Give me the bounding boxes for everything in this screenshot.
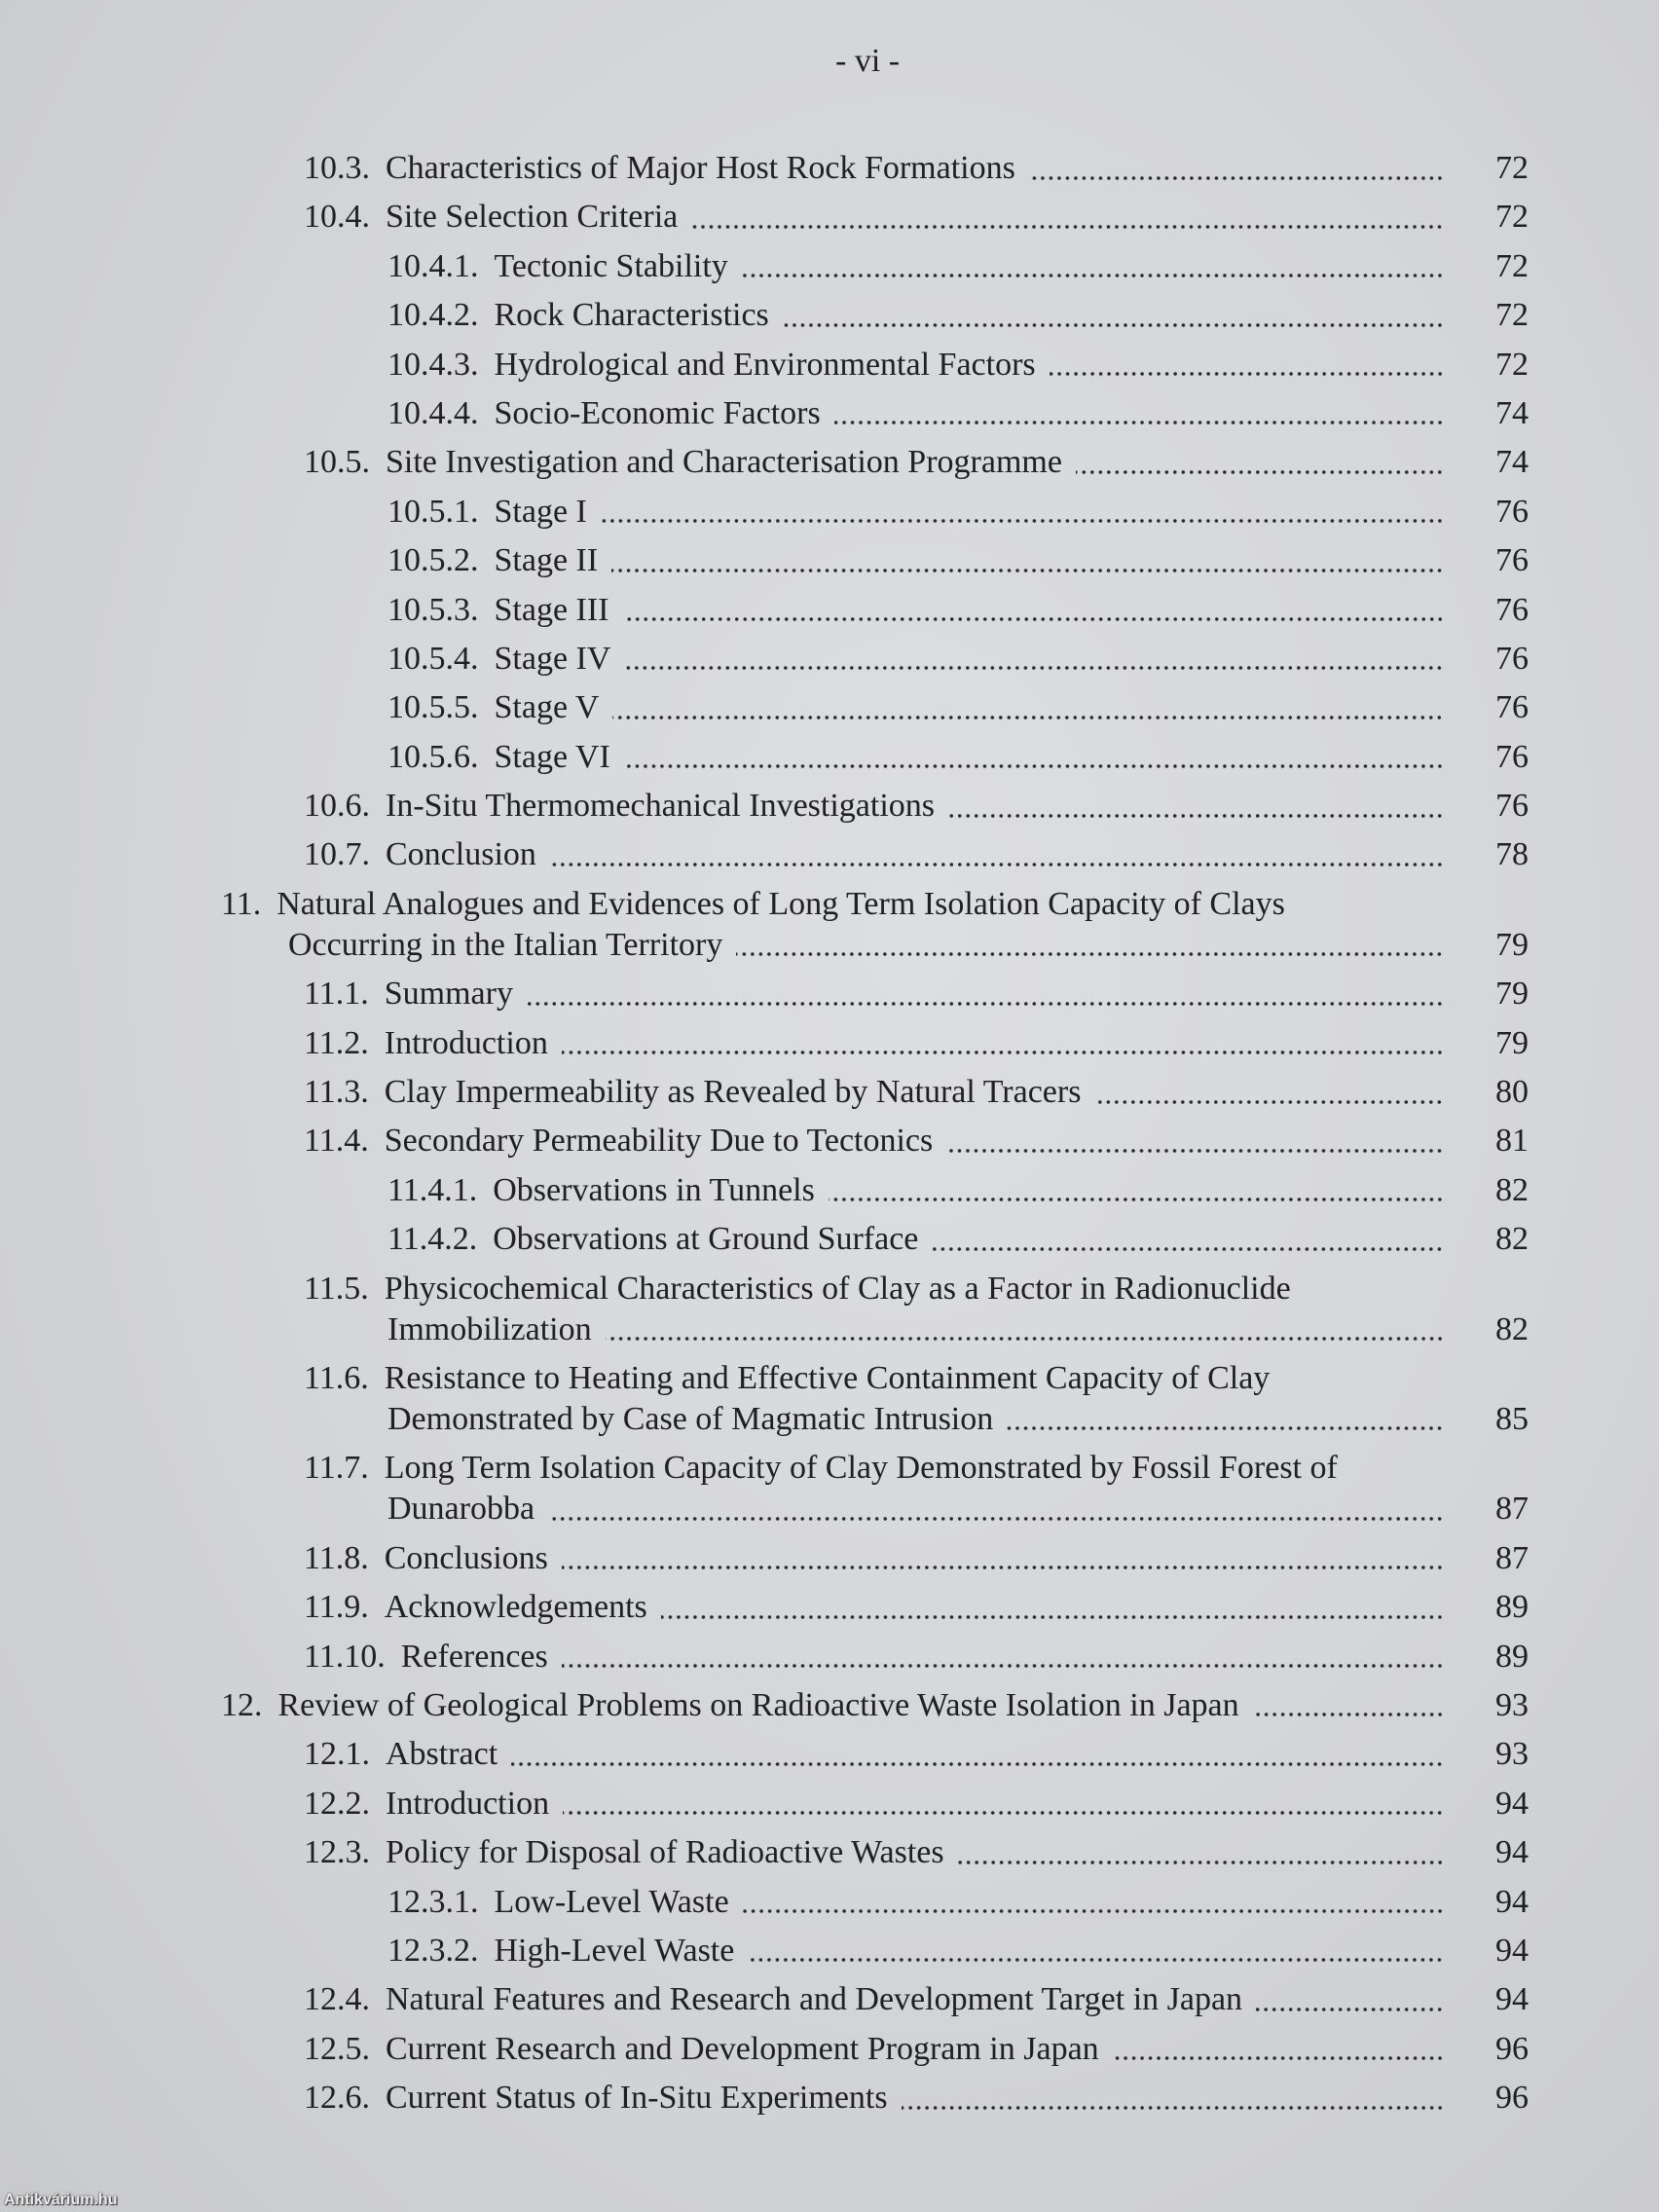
section-number: 11.4. bbox=[304, 1123, 369, 1160]
section-title: In-Situ Thermomechanical Investigations bbox=[386, 788, 936, 825]
toc-entry bbox=[0, 639, 1659, 680]
toc-entry bbox=[0, 1121, 1659, 1161]
dot-leader bbox=[736, 925, 1444, 966]
section-title: Stage I bbox=[494, 493, 587, 530]
dot-leader bbox=[601, 492, 1444, 533]
toc-entry-line bbox=[0, 2029, 1444, 2070]
toc-entry bbox=[0, 1269, 1659, 1350]
section-title: Stage III bbox=[494, 591, 609, 628]
page-number: 76 bbox=[1495, 788, 1529, 825]
page-number: 74 bbox=[1495, 444, 1529, 481]
section-number: 12.2. bbox=[304, 1785, 370, 1822]
section-number: 12.1. bbox=[304, 1736, 370, 1773]
section-title: Characteristics of Major Host Rock Formations bbox=[386, 150, 1015, 186]
dot-leader bbox=[562, 1023, 1444, 1064]
page-number: 81 bbox=[1495, 1123, 1529, 1160]
section-title: Stage II bbox=[494, 542, 599, 579]
dot-leader bbox=[748, 1931, 1444, 1972]
toc-entry-line bbox=[0, 1448, 1444, 1489]
toc-entry-line bbox=[0, 1489, 1444, 1530]
toc-entry-line bbox=[0, 345, 1444, 386]
dot-leader bbox=[1253, 1685, 1444, 1726]
toc-entry-line bbox=[0, 1931, 1444, 1972]
section-title: Hydrological and Environmental Factors bbox=[494, 346, 1036, 383]
dot-leader bbox=[1076, 442, 1444, 483]
section-title: Immobilization bbox=[387, 1310, 592, 1347]
toc-entry-line bbox=[0, 1269, 1444, 1309]
section-title: Conclusions bbox=[384, 1539, 548, 1576]
section-number: 10.7. bbox=[304, 836, 370, 873]
toc-entry-line bbox=[0, 540, 1444, 581]
dot-leader bbox=[1050, 345, 1444, 386]
page-number: 74 bbox=[1495, 394, 1529, 431]
page-number: 76 bbox=[1495, 542, 1529, 579]
page-number: 79 bbox=[1495, 926, 1529, 963]
section-title: Observations at Ground Surface bbox=[493, 1221, 919, 1258]
toc-entry bbox=[0, 1882, 1659, 1923]
toc-entry bbox=[0, 345, 1659, 386]
section-number: 12.3.2. bbox=[387, 1932, 479, 1969]
dot-leader bbox=[562, 1538, 1444, 1579]
toc-entry bbox=[0, 1832, 1659, 1873]
section-title: Site Selection Criteria bbox=[386, 199, 679, 236]
toc-entry-line bbox=[0, 148, 1444, 189]
page-number: 94 bbox=[1495, 1883, 1529, 1920]
toc-entry-line bbox=[0, 1399, 1444, 1440]
toc-entry-line bbox=[0, 197, 1444, 238]
section-number: 12.4. bbox=[304, 1981, 370, 2018]
section-number: 11.4.1. bbox=[387, 1171, 478, 1208]
dot-leader bbox=[606, 1309, 1444, 1350]
dot-leader bbox=[743, 1882, 1444, 1923]
section-number: 11.5. bbox=[304, 1270, 369, 1307]
section-title: Dunarobba bbox=[387, 1491, 535, 1528]
toc-entry bbox=[0, 786, 1659, 827]
toc-entry bbox=[0, 1538, 1659, 1579]
page-label: - vi - bbox=[835, 43, 901, 79]
page-number: 94 bbox=[1495, 1981, 1529, 2018]
toc-entry bbox=[0, 590, 1659, 631]
section-number: 10.4.2. bbox=[387, 297, 479, 334]
toc-entry bbox=[0, 1023, 1659, 1064]
toc-entry-line bbox=[0, 492, 1444, 533]
dot-leader bbox=[562, 1637, 1444, 1677]
toc-entry bbox=[0, 492, 1659, 533]
page-number: 82 bbox=[1495, 1310, 1529, 1347]
page-number: 72 bbox=[1495, 297, 1529, 334]
page-number: 79 bbox=[1495, 1024, 1529, 1061]
toc-entry bbox=[0, 393, 1659, 434]
section-number: 11.9. bbox=[304, 1589, 369, 1626]
toc-entry-line bbox=[0, 442, 1444, 483]
page-number: 85 bbox=[1495, 1400, 1529, 1437]
toc-entry-line bbox=[0, 1023, 1444, 1064]
section-title: Tectonic Stability bbox=[494, 247, 728, 284]
toc-entry-line bbox=[0, 1832, 1444, 1873]
page-number: 94 bbox=[1495, 1785, 1529, 1822]
section-number: 12.5. bbox=[304, 2030, 370, 2067]
toc-entry bbox=[0, 884, 1659, 966]
dot-leader bbox=[948, 786, 1444, 827]
dot-leader bbox=[1094, 1072, 1444, 1113]
page-number: 96 bbox=[1495, 2030, 1529, 2067]
section-number: 11.8. bbox=[304, 1539, 369, 1576]
toc-entry bbox=[0, 2029, 1659, 2070]
page-number: 96 bbox=[1495, 2080, 1529, 2117]
dot-leader bbox=[946, 1121, 1444, 1161]
dot-leader bbox=[624, 737, 1444, 778]
dot-leader bbox=[1007, 1399, 1444, 1440]
toc-entry-line bbox=[0, 1685, 1444, 1726]
toc-entry-line bbox=[0, 295, 1444, 336]
table-of-contents bbox=[0, 148, 1659, 2126]
section-number: 10.5.3. bbox=[387, 591, 479, 628]
section-title: References bbox=[400, 1638, 548, 1675]
page-number: 82 bbox=[1495, 1171, 1529, 1208]
toc-entry-line bbox=[0, 1358, 1444, 1399]
section-title: Low-Level Waste bbox=[494, 1883, 729, 1920]
toc-entry bbox=[0, 540, 1659, 581]
section-title: Rock Characteristics bbox=[494, 297, 769, 334]
dot-leader bbox=[623, 590, 1444, 631]
dot-leader bbox=[1256, 1979, 1444, 2020]
toc-entry bbox=[0, 687, 1659, 728]
toc-entry-line bbox=[0, 786, 1444, 827]
toc-entry bbox=[0, 442, 1659, 483]
section-title: Long Term Isolation Capacity of Clay Demonstrated by Fossil Forest of bbox=[384, 1450, 1338, 1487]
toc-entry-line bbox=[0, 1784, 1444, 1825]
dot-leader bbox=[742, 246, 1444, 287]
toc-entry-line bbox=[0, 393, 1444, 434]
section-number: 10.4. bbox=[304, 199, 370, 236]
toc-entry-line bbox=[0, 1538, 1444, 1579]
section-number: 11.6. bbox=[304, 1359, 369, 1396]
section-number: 11.7. bbox=[304, 1450, 369, 1487]
section-title: Site Investigation and Characterisation Programme bbox=[386, 444, 1062, 481]
section-title: Clay Impermeability as Revealed by Natural Tracers bbox=[384, 1074, 1082, 1111]
toc-entry bbox=[0, 295, 1659, 336]
section-number: 10.4.1. bbox=[387, 247, 479, 284]
dot-leader bbox=[958, 1832, 1444, 1873]
toc-entry bbox=[0, 1219, 1659, 1260]
dot-leader bbox=[612, 687, 1444, 728]
section-title: Acknowledgements bbox=[384, 1589, 647, 1626]
toc-entry bbox=[0, 1979, 1659, 2020]
section-number: 10.5.4. bbox=[387, 640, 479, 677]
page-number: 72 bbox=[1495, 247, 1529, 284]
section-title: Current Status of In-Situ Experiments bbox=[386, 2080, 888, 2117]
toc-entry-line bbox=[0, 1587, 1444, 1628]
toc-entry-line bbox=[0, 1219, 1444, 1260]
toc-entry-line bbox=[0, 1979, 1444, 2020]
dot-leader bbox=[511, 1734, 1444, 1775]
section-title: Stage IV bbox=[494, 640, 611, 677]
dot-leader bbox=[563, 1784, 1444, 1825]
toc-entry bbox=[0, 2078, 1659, 2119]
section-number: 11.1. bbox=[304, 976, 369, 1013]
section-number: 10.6. bbox=[304, 788, 370, 825]
section-title: Review of Geological Problems on Radioactive Waste Isolation in Japan bbox=[277, 1686, 1239, 1723]
dot-leader bbox=[1029, 148, 1444, 189]
section-title: Physicochemical Characteristics of Clay as a Factor in Radionuclide bbox=[384, 1270, 1291, 1307]
section-title: Observations in Tunnels bbox=[493, 1171, 815, 1208]
dot-leader bbox=[829, 1170, 1444, 1211]
section-number: 10.5.1. bbox=[387, 493, 479, 530]
section-number: 10.4.3. bbox=[387, 346, 479, 383]
toc-entry bbox=[0, 1784, 1659, 1825]
section-number: 11.4.2. bbox=[387, 1221, 478, 1258]
section-title: Introduction bbox=[384, 1024, 548, 1061]
toc-entry bbox=[0, 834, 1659, 875]
section-title: Introduction bbox=[386, 1785, 550, 1822]
dot-leader bbox=[611, 540, 1444, 581]
toc-entry-line bbox=[0, 925, 1444, 966]
toc-entry bbox=[0, 1170, 1659, 1211]
section-title: Secondary Permeability Due to Tectonics bbox=[384, 1123, 934, 1160]
page-number: 72 bbox=[1495, 346, 1529, 383]
toc-entry-line bbox=[0, 246, 1444, 287]
dot-leader bbox=[932, 1219, 1444, 1260]
section-number: 11.3. bbox=[304, 1074, 369, 1111]
toc-entry bbox=[0, 1931, 1659, 1972]
toc-entry bbox=[0, 197, 1659, 238]
toc-entry bbox=[0, 737, 1659, 778]
section-number: 10.4.4. bbox=[387, 394, 479, 431]
section-title: Demonstrated by Case of Magmatic Intrusion bbox=[387, 1400, 994, 1437]
section-number: 10.3. bbox=[304, 150, 370, 186]
page-number: 72 bbox=[1495, 150, 1529, 186]
toc-entry-line bbox=[0, 1121, 1444, 1161]
section-number: 12.6. bbox=[304, 2080, 370, 2117]
toc-entry bbox=[0, 1637, 1659, 1677]
dot-leader bbox=[548, 1489, 1444, 1530]
section-title: Abstract bbox=[386, 1736, 498, 1773]
toc-entry-line bbox=[0, 687, 1444, 728]
toc-entry-line bbox=[0, 1637, 1444, 1677]
page-number: 76 bbox=[1495, 689, 1529, 726]
page-number: 79 bbox=[1495, 976, 1529, 1013]
page-number: 93 bbox=[1495, 1736, 1529, 1773]
dot-leader bbox=[691, 197, 1444, 238]
dot-leader bbox=[550, 834, 1444, 875]
section-number: 12.3. bbox=[304, 1834, 370, 1871]
toc-entry bbox=[0, 1358, 1659, 1440]
page-number: 89 bbox=[1495, 1589, 1529, 1626]
section-number: 10.5.2. bbox=[387, 542, 479, 579]
toc-entry-line bbox=[0, 2078, 1444, 2119]
section-title: High-Level Waste bbox=[494, 1932, 735, 1969]
toc-entry bbox=[0, 1587, 1659, 1628]
toc-entry bbox=[0, 1685, 1659, 1726]
toc-entry bbox=[0, 1448, 1659, 1530]
page-number: 76 bbox=[1495, 738, 1529, 775]
dot-leader bbox=[902, 2078, 1444, 2119]
section-title: Summary bbox=[384, 976, 513, 1013]
section-number: 12.3.1. bbox=[387, 1883, 479, 1920]
page-number: 76 bbox=[1495, 493, 1529, 530]
page-number: 87 bbox=[1495, 1491, 1529, 1528]
toc-entry bbox=[0, 246, 1659, 287]
page-number: 94 bbox=[1495, 1834, 1529, 1871]
dot-leader bbox=[624, 639, 1444, 680]
section-title: Natural Features and Research and Development Target in Japan bbox=[386, 1981, 1243, 2018]
toc-entry-line bbox=[0, 737, 1444, 778]
toc-entry-line bbox=[0, 884, 1444, 925]
dot-leader bbox=[834, 393, 1444, 434]
page-number: 94 bbox=[1495, 1932, 1529, 1969]
section-title: Natural Analogues and Evidences of Long Term Isolation Capacity of Clays bbox=[276, 885, 1285, 922]
section-title: Policy for Disposal of Radioactive Wastes bbox=[386, 1834, 944, 1871]
section-number: 10.5.6. bbox=[387, 738, 479, 775]
section-number: 12. bbox=[221, 1686, 263, 1723]
toc-entry-line bbox=[0, 1170, 1444, 1211]
toc-entry bbox=[0, 1072, 1659, 1113]
section-title: Occurring in the Italian Territory bbox=[288, 926, 723, 963]
toc-entry-line bbox=[0, 1882, 1444, 1923]
section-title: Current Research and Development Program in Japan bbox=[386, 2030, 1099, 2067]
toc-entry-line bbox=[0, 1072, 1444, 1113]
section-number: 11.2. bbox=[304, 1024, 369, 1061]
toc-entry-line bbox=[0, 834, 1444, 875]
toc-entry-line bbox=[0, 639, 1444, 680]
toc-entry-line bbox=[0, 590, 1444, 631]
toc-entry bbox=[0, 974, 1659, 1014]
dot-leader bbox=[661, 1587, 1444, 1628]
page-number: 72 bbox=[1495, 199, 1529, 236]
dot-leader bbox=[783, 295, 1444, 336]
section-number: 10.5.5. bbox=[387, 689, 479, 726]
dot-leader bbox=[1113, 2029, 1444, 2070]
page-number: 76 bbox=[1495, 640, 1529, 677]
toc-entry-line bbox=[0, 974, 1444, 1014]
dot-leader bbox=[527, 974, 1444, 1014]
section-number: 11. bbox=[221, 885, 262, 922]
section-title: Resistance to Heating and Effective Containment Capacity of Clay bbox=[384, 1359, 1271, 1396]
section-title: Conclusion bbox=[386, 836, 536, 873]
page-number: 89 bbox=[1495, 1638, 1529, 1675]
section-number: 11.10. bbox=[304, 1638, 386, 1675]
toc-entry-line bbox=[0, 1309, 1444, 1350]
page-number: 87 bbox=[1495, 1539, 1529, 1576]
section-title: Stage V bbox=[494, 689, 600, 726]
toc-entry bbox=[0, 1734, 1659, 1775]
section-title: Socio-Economic Factors bbox=[494, 394, 821, 431]
page-number: 93 bbox=[1495, 1686, 1529, 1723]
toc-entry-line bbox=[0, 1734, 1444, 1775]
toc-entry bbox=[0, 148, 1659, 189]
page-number: 82 bbox=[1495, 1221, 1529, 1258]
page-number: 78 bbox=[1495, 836, 1529, 873]
watermark: Antikvárium.hu bbox=[4, 2192, 118, 2208]
page-number: 80 bbox=[1495, 1074, 1529, 1111]
page-number: 76 bbox=[1495, 591, 1529, 628]
section-title: Stage VI bbox=[494, 738, 610, 775]
section-number: 10.5. bbox=[304, 444, 370, 481]
